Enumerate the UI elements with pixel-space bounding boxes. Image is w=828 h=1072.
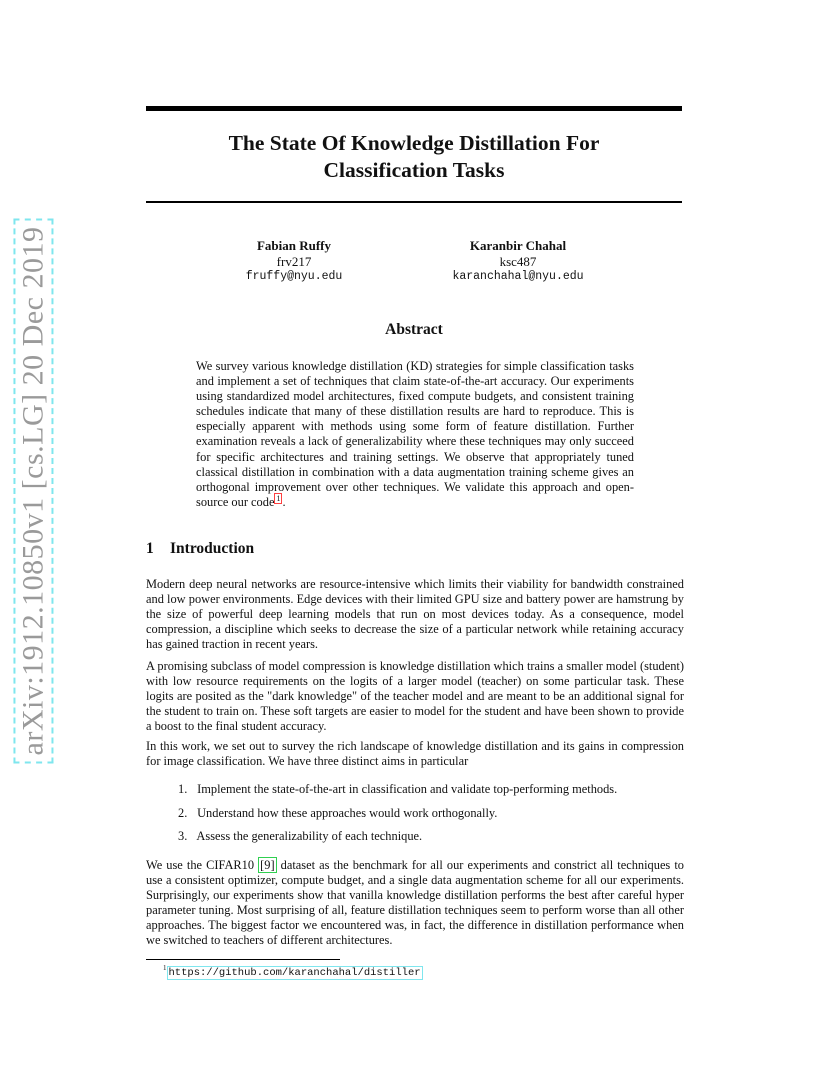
- list-number: 3.: [178, 829, 188, 843]
- footnote-url-link[interactable]: https://github.com/karanchahal/distiller: [168, 966, 421, 979]
- title-line-1: The State Of Knowledge Distillation For: [228, 131, 600, 155]
- title-top-rule: [146, 106, 682, 111]
- list-number: 1.: [178, 782, 188, 796]
- list-item: [178, 806, 617, 830]
- footnote-number: 1: [163, 964, 167, 972]
- arxiv-identifier[interactable]: arXiv:1912.10850v1 [cs.LG] 20 Dec 2019: [13, 219, 53, 764]
- author-email: fruffy@nyu.edu: [245, 270, 343, 283]
- list-number: 2.: [178, 805, 188, 820]
- intro-paragraph-1: Modern deep neural networks are resource-intensive which limits their viability for bandwidth constrained and low power environments. Edge devices with their limited GPU size and battery power are hamstrung by the size of powerful deep learning models that run on most devices today. As a consequence, model compression, a discipline which seeks to decrease the size of a particular network while retaining accuracy has gained traction in recent years.: [146, 577, 684, 652]
- list-text: Implement the state-of-the-art in classification and validate top-performing methods.: [197, 782, 618, 796]
- intro-paragraph-2: A promising subclass of model compression is knowledge distillation which trains a smaller model (student) with low resource requirements on the logits of a larger model (teacher) on some particular task. These logits are posited as the "dark knowledge" of the teacher model and are meant to be an additional signal for the student to train on. These soft targets are easier to model for the student and have been shown to provide a boost to the final student accuracy.: [146, 659, 684, 734]
- author-id: ksc487: [499, 253, 537, 269]
- section-heading: [146, 540, 682, 558]
- list-text: Assess the generalizability of each technique.: [196, 829, 423, 843]
- list-item: [178, 829, 617, 853]
- footnote-link[interactable]: 1: [276, 493, 281, 503]
- title-bottom-rule: [146, 201, 682, 203]
- abstract-text: We survey various knowledge distillation (KD) strategies for simple classification tasks and implement a set of techniques that claim state-of-the-art accuracy. Our experiments using standardized model architectures, fixed compute budgets, and consistent training schedules indicate that many of these distillation results are hard to reproduce. This is especially apparent with methods using some form of feature distillation. Further examination reveals a lack of generalizability where these techniques may only succeed for specific architectures and training settings. We observe that appropriately tuned classical distillation in combination with a data augmentation training scheme gives an orthogonal improvement over other techniques. We validate this approach and open-source our code: [196, 359, 634, 509]
- section-title: Introduction: [170, 540, 255, 557]
- author-name: Fabian Ruffy: [256, 238, 332, 253]
- paper-title: [146, 130, 682, 184]
- title-line-2: Classification Tasks: [323, 158, 505, 182]
- abstract-end: .: [282, 494, 286, 509]
- author-id: frv217: [276, 253, 312, 269]
- author-block-2: [438, 238, 598, 285]
- author-email: karanchahal@nyu.edu: [452, 270, 584, 283]
- list-item: [178, 782, 617, 806]
- intro-paragraph-3: In this work, we set out to survey the rich landscape of knowledge distillation and its gains in compression for image classification. We have three distinct aims in particular: [146, 739, 684, 769]
- author-name: Karanbir Chahal: [469, 238, 567, 253]
- citation-link[interactable]: [9]: [260, 858, 275, 872]
- intro-paragraph-4: [146, 858, 684, 949]
- abstract-heading: Abstract: [385, 321, 443, 338]
- footnote-rule: [146, 959, 340, 960]
- abstract-body: [196, 359, 634, 510]
- p4-text-before: We use the CIFAR10: [146, 858, 255, 872]
- list-text: Understand how these approaches would work orthogonally.: [197, 805, 498, 820]
- section-number: 1: [146, 540, 154, 557]
- aims-list: [178, 782, 617, 853]
- arxiv-side-stamp: [10, 226, 56, 756]
- p4-text-after: dataset as the benchmark for all our experiments and constrict all techniques to use a consistent optimizer, compute budget, and a single data augmentation scheme for all our experiments. Surprisingly, our experiments show that vanilla knowledge distillation performs the best after careful hyper parameter tuning. Most surprising of all, feature distillation techniques seem to perform worse than all other approaches. The biggest factor we encountered was, in fact, the difference in distillation performance when we switched to teachers of different architectures.: [146, 858, 684, 948]
- author-block-1: [214, 238, 374, 285]
- footnote: [163, 964, 423, 979]
